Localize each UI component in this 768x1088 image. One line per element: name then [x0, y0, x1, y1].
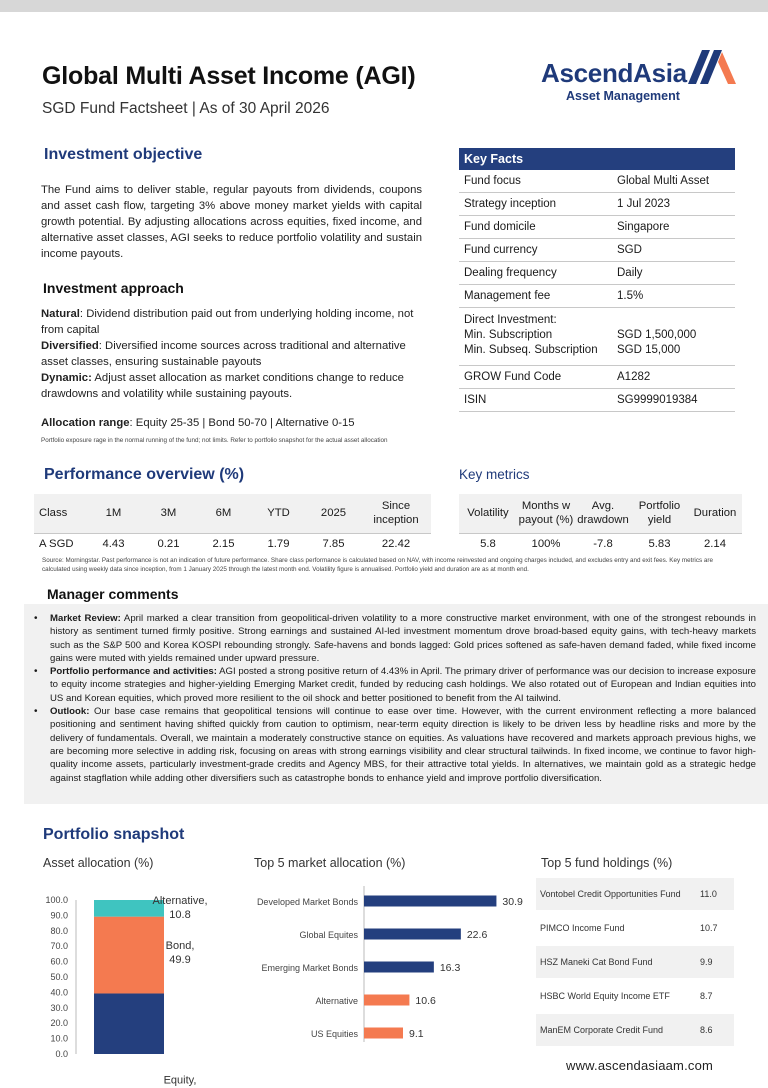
- category-label: US Equities: [310, 1029, 358, 1039]
- key-facts-row: Fund domicile Singapore: [459, 216, 735, 239]
- page-title: Global Multi Asset Income (AGI): [42, 62, 416, 90]
- y-tick-label: 30.0: [50, 1002, 68, 1013]
- performance-header-row: Class 1M 3M 6M YTD 2025 Since inception: [34, 494, 431, 533]
- bar: [364, 1028, 403, 1039]
- manager-heading: Manager comments: [47, 586, 179, 602]
- allocation-note: Portfolio exposure rage in the normal running of the fund; not limits. Refer to portfolio snapshot for the actual asset allocation: [41, 437, 388, 444]
- y-tick-label: 70.0: [50, 941, 68, 952]
- key-facts-row: Dealing frequency Daily: [459, 262, 735, 285]
- asset-allocation-title: Asset allocation (%): [43, 856, 154, 870]
- key-metrics-row: 5.8 100% -7.8 5.83 2.14: [480, 538, 726, 551]
- data-label: 49.9: [169, 954, 191, 967]
- y-tick-label: 100.0: [45, 895, 68, 905]
- asset-allocation-chart: [30, 888, 220, 1087]
- key-facts-row-direct: Direct Investment: Min. Subscription Min. Subseq. Subscription SGD 1,500,000 SGD 15,000: [459, 308, 735, 366]
- manager-item-portfolio: • Portfolio performance and activities: AGI posted a strong positive return of 4.43% in April. The primary driver of performance was our decision to increase exposure to equity income strategies and higher-yielding Emerging Market credit, funded by reducing cash holdings. We also rotated out of European and Indian equities into US and Korean equities, which proved more resilient to the oil shock and better positioned to benefit from the AI tailwind.: [50, 665, 756, 705]
- key-facts-row: Strategy inception 1 Jul 2023: [459, 193, 735, 216]
- holding-row: HSBC World Equity Income ETF 8.7: [536, 980, 734, 1014]
- key-facts-row: Fund focus Global Multi Asset: [459, 170, 735, 193]
- performance-row: A SGD 4.43 0.21 2.15 1.79 7.85 22.42: [39, 538, 411, 551]
- key-metrics-table: [459, 494, 742, 555]
- logo-name: AscendAsia: [541, 58, 687, 88]
- market-allocation-title: Top 5 market allocation (%): [254, 856, 406, 870]
- key-facts-row-isin: ISIN SG9999019384: [459, 389, 735, 412]
- fund-holdings-title: Top 5 fund holdings (%): [541, 856, 673, 870]
- y-tick-label: 50.0: [50, 972, 68, 982]
- objective-heading: Investment objective: [44, 146, 203, 163]
- key-facts-row-grow: GROW Fund Code A1282: [459, 366, 735, 389]
- y-tick-label: 0.0: [55, 1049, 68, 1059]
- holding-row: HSZ Maneki Cat Bond Fund 9.9: [536, 946, 734, 980]
- key-metrics-header-row: Volatility Months w payout (%) Avg. drawdown Portfolio yield Duration: [459, 494, 742, 533]
- category-label: Alternative: [315, 996, 358, 1006]
- data-label: 30.9: [502, 896, 523, 908]
- y-tick-label: 20.0: [50, 1018, 68, 1029]
- logo-subtitle: Asset Management: [566, 89, 680, 103]
- market-allocation-chart: [244, 884, 534, 1044]
- y-tick-label: 40.0: [50, 987, 68, 998]
- approach-item-diversified: Diversified: Diversified income sources across traditional and alternative asset classes, ensuring sustainable payouts: [41, 340, 406, 368]
- allocation-range: Allocation range: Equity 25-35 | Bond 50-70 | Alternative 0-15: [41, 417, 355, 429]
- bar-segment-equity: [94, 993, 164, 1054]
- key-metrics-heading: Key metrics: [459, 467, 530, 482]
- logo-mark-icon: [688, 50, 736, 92]
- key-facts-heading: Key Facts: [459, 148, 735, 170]
- bar: [364, 896, 496, 907]
- data-label: 10.6: [415, 995, 436, 1007]
- approach-heading: Investment approach: [43, 280, 184, 296]
- category-label: Global Equites: [299, 930, 358, 940]
- top-bar: [0, 0, 768, 12]
- holding-row: PIMCO Income Fund 10.7: [536, 912, 734, 946]
- y-tick-label: 10.0: [50, 1033, 68, 1044]
- approach-item-dynamic: Dynamic: Adjust asset allocation as market conditions change to reduce drawdowns and volatility while sustaining payouts.: [41, 372, 404, 400]
- y-tick-label: 80.0: [50, 925, 68, 936]
- bar-segment-bond: [94, 917, 164, 994]
- key-facts-row: Management fee 1.5%: [459, 285, 735, 308]
- data-label: 16.3: [439, 962, 461, 974]
- data-label: 22.6: [466, 929, 488, 941]
- key-facts-row: Fund currency SGD: [459, 239, 735, 262]
- holding-row: Vontobel Credit Opportunities Fund 11.0: [536, 878, 734, 912]
- key-facts-table: [459, 148, 735, 412]
- data-label: Equity,: [163, 1074, 197, 1087]
- y-tick-label: 90.0: [50, 910, 68, 921]
- footer-url[interactable]: www.ascendasiaam.com: [566, 1058, 714, 1073]
- approach-list: [41, 306, 422, 402]
- approach-item-natural: Natural: Dividend distribution paid out from underlying holding income, not from capital: [41, 308, 414, 336]
- snapshot-heading: Portfolio snapshot: [43, 826, 185, 843]
- holding-row: ManEM Corporate Credit Fund 8.6: [536, 1014, 734, 1048]
- y-tick-label: 60.0: [50, 956, 68, 967]
- bar: [364, 995, 409, 1006]
- category-label: Emerging Market Bonds: [261, 963, 358, 973]
- performance-heading: Performance overview (%): [44, 466, 245, 483]
- data-label: Alternative,: [152, 895, 208, 907]
- bar: [364, 962, 434, 973]
- performance-table: [34, 494, 431, 555]
- data-label: Bond,: [165, 940, 195, 953]
- page-subtitle: SGD Fund Factsheet | As of 30 April 2026: [42, 100, 330, 117]
- manager-item-outlook: • Outlook: Our base case remains that geopolitical tensions will continue to ease over time. However, with the current environment reflecting a more balanced positioning and sentiment having shifted quickly from caution to optimism, near-term equity direction is likely to be driven less by headline risks and more by the delivery of fundamentals. Overall, we maintain a moderately constructive stance on equities. As valuations have recovered and markets approach previous highs, we are becoming more selective in adding risk, focusing on areas with strong earnings visibility and clear structural tailwinds. In fixed income, we continue to favor high-quality income assets, particularly investment-grade credits and Agency MBS, for their attractive total yields. In alternatives, we maintain gold as a strategic hedge against stagflation while adding other diversifiers such as catastrophe bonds to enhance yield and improve portfolio diversification.: [50, 705, 756, 785]
- manager-item-market-review: • Market Review: April marked a clear transition from geopolitical-driven volatility to a more constructive market environment, with one of the strongest rebounds in history as sentiment turned firmly positive. Strong earnings and sustained AI-led investment momentum drove broad-based equity gains, with tech-heavy markets such as the S&P 500 and Korea KOSPI rebounding strongly. Safe-havens and bonds lagged: Gold prices softened as safe-haven demand faded, while fixed income gains were muted with yields remained under upward pressure.: [50, 612, 756, 665]
- data-label: 9.1: [409, 1028, 424, 1040]
- fund-holdings-table: [536, 878, 734, 1048]
- manager-comments-box: [24, 604, 768, 804]
- source-note: Source: Morningstar. Past performance is not an indication of future performance. Share class performance is calculated based on NAV, with income reinvested and ongoing charges included, and excludes entry and exit fees. Key metrics are calculated using weekly data since inception, from 1 January 2025 through the latest month end. Volatility figure is annualised. Portfolio yield and duration are as at month end.: [42, 557, 713, 573]
- bar: [364, 929, 461, 940]
- objective-text: The Fund aims to deliver stable, regular payouts from dividends, coupons and asset cash flow, targeting 3% above money market yields with capital growth potential. By adjusting allocations across equities, fixed income, and alternative asset classes, AGI seeks to reduce portfolio volatility and sustain income payouts.: [41, 184, 422, 260]
- category-label: Developed Market Bonds: [256, 897, 358, 907]
- data-label: 10.8: [169, 909, 191, 921]
